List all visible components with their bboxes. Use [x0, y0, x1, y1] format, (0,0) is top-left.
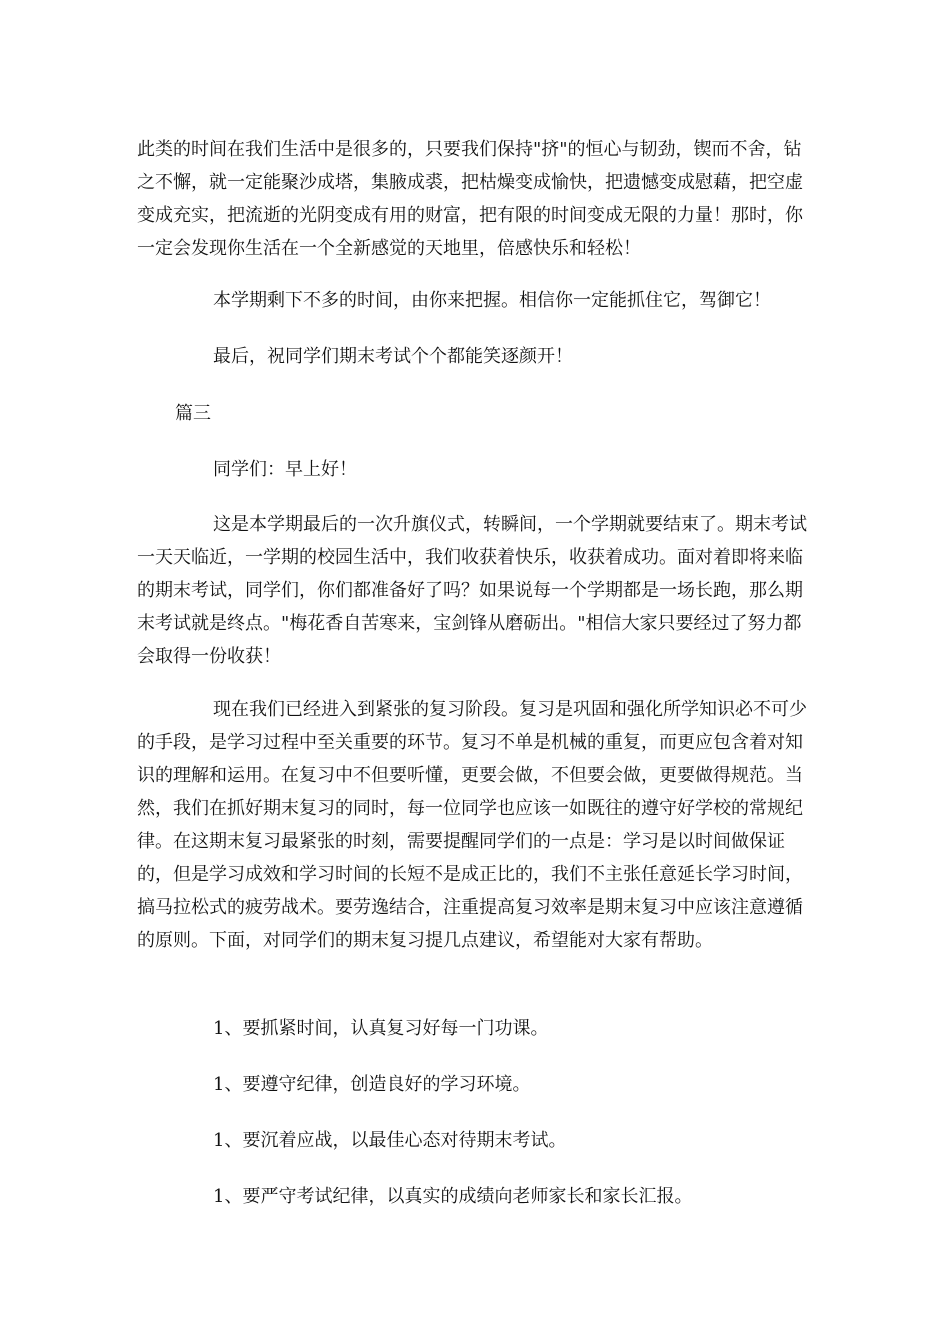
suggestion-item: 1、要遵守纪律，创造良好的学习环境。	[213, 1074, 531, 1095]
section-heading: 篇三	[175, 403, 211, 424]
paragraph-continuation: 此类的时间在我们生活中是很多的，只要我们保持"挤"的恒心与韧劲，锲而不舍，钻之不懈，就一定能聚沙成塔，集腋成裘，把枯燥变成愉快，把遗憾变成慰藉，把空虚变成充实，把流逝的光阴变成有用的财富，把有限的时间变成无限的力量！那时，你一定会发现你生活在一个全新感觉的天地里，倍感快乐和轻松！	[137, 139, 803, 259]
greeting: 同学们：早上好！	[213, 459, 357, 480]
suggestion-item: 1、要严守考试纪律，以真实的成绩向老师家长和家长汇报。	[213, 1186, 693, 1207]
paragraph-final-wish: 最后，祝同学们期末考试个个都能笑逐颜开！	[213, 346, 573, 367]
paragraph-ceremony: 这是本学期最后的一次升旗仪式，转瞬间，一个学期就要结束了。期末考试一天天临近，一学期的校园生活中，我们收获着快乐，收获着成功。面对着即将来临的期末考试，同学们，你们都准备好了吗？如果说每一个学期都是一场长跑，那么期末考试就是终点。"梅花香自苦寒来，宝剑锋从磨砺出。"相信大家只要经过了努力都会取得一份收获！	[137, 514, 807, 667]
suggestion-item: 1、要沉着应战，以最佳心态对待期末考试。	[213, 1130, 567, 1151]
suggestion-item: 1、要抓紧时间，认真复习好每一门功课。	[213, 1018, 549, 1039]
paragraph-review: 现在我们已经进入到紧张的复习阶段。复习是巩固和强化所学知识必不可少的手段，是学习过程中至关重要的环节。复习不单是机械的重复，而更应包含着对知识的理解和运用。在复习中不但要听懂，更要会做，不但要会做，更要做得规范。当然，我们在抓好期末复习的同时，每一位同学也应该一如既往的遵守好学校的常规纪律。在这期末复习最紧张的时刻，需要提醒同学们的一点是：学习是以时间做保证的，但是学习成效和学习时间的长短不是成正比的，我们不主张任意延长学习时间，搞马拉松式的疲劳战术。要劳逸结合，注重提高复习效率是期末复习中应该注意遵循的原则。下面，对同学们的期末复习提几点建议，希望能对大家有帮助。	[137, 699, 807, 951]
paragraph-remaining-time: 本学期剩下不多的时间，由你来把握。相信你一定能抓住它，驾御它！	[213, 290, 771, 311]
